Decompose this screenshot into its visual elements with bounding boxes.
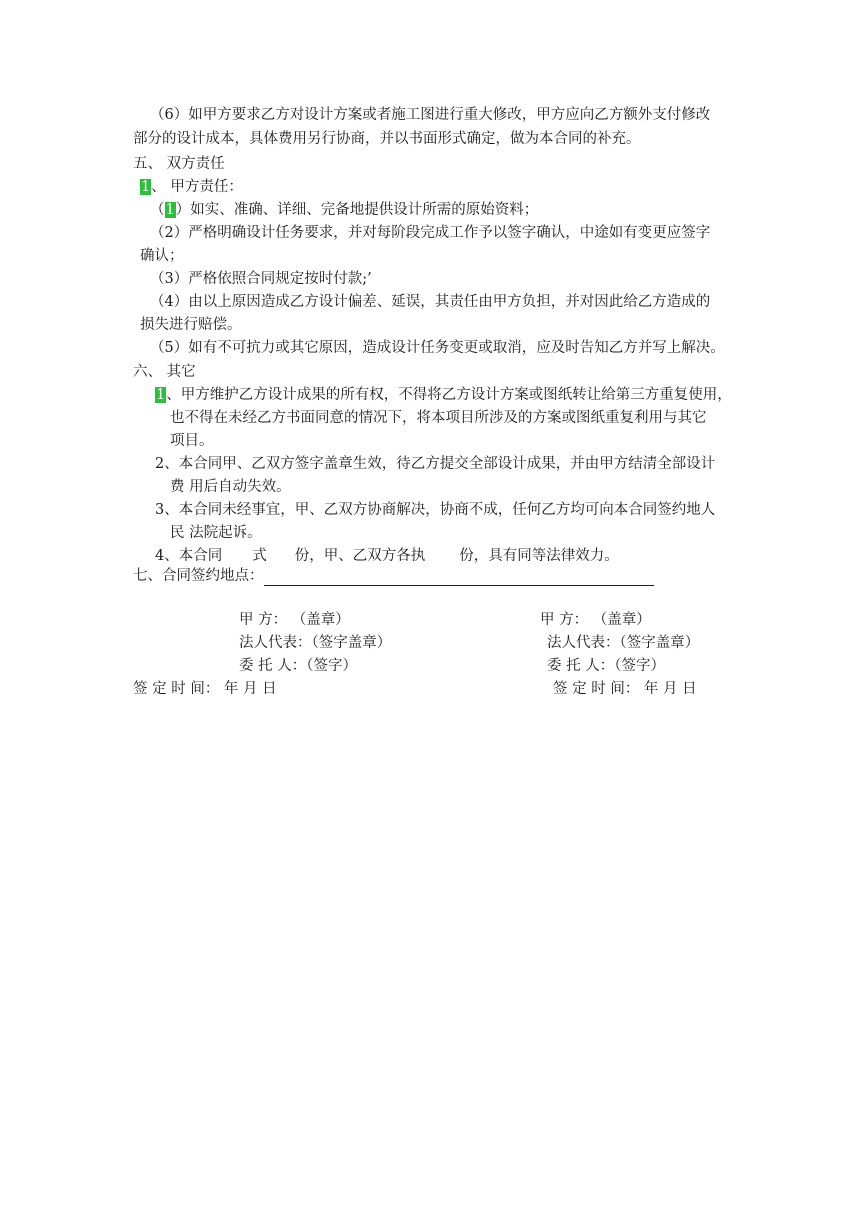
subheading-text: 、 甲方责任： (151, 179, 243, 195)
highlighted-number: 1 (165, 202, 175, 218)
other-clause-1-line-1 (155, 385, 732, 405)
other-clause-4 (155, 546, 619, 566)
party-a-left-seal: 甲 方： （盖章） (239, 612, 350, 628)
signing-place-label: 七、合同签约地点： (133, 568, 264, 584)
section-5-heading: 五、 双方责任 (133, 156, 225, 172)
other-clause-1-text: 、甲方维护乙方设计成果的所有权，不得将乙方设计方案或图纸转让给第三方重复使用， (166, 387, 732, 403)
duty-item-2-line-1: （2）严格明确设计任务要求，并对每阶段完成工作予以签字确认，中途如有变更应签字 (150, 225, 711, 241)
other-clause-1-line-3: 项目。 (170, 433, 214, 449)
agent-left: 委 托 人：（签字） (239, 658, 357, 674)
sign-date-left: 签 定 时 间： 年 月 日 (133, 681, 277, 697)
other-clause-1-line-2: 也不得在未经乙方书面同意的情况下，将本项目所涉及的方案或图纸重复利用与其它 (170, 410, 707, 426)
other-clause-3-line-1: 3、本合同未经事宜，甲、乙双方协商解决，协商不成，任何乙方均可向本合同签约地人 (155, 502, 716, 518)
duty-item-2-line-2: 确认； (140, 248, 184, 264)
duty-item-4-line-1: （4）由以上原因造成乙方设计偏差、延误，其责任由甲方负担，并对因此给乙方造成的 (150, 294, 711, 310)
duty-item-3: （3）严格依照合同规定按时付款;’ (150, 271, 372, 287)
section-5-subheading (140, 177, 243, 197)
clause-4-part-c: 份，甲、乙双方各执 (294, 548, 426, 564)
other-clause-2-line-2: 费 用后自动失效。 (170, 479, 291, 495)
clause-4-part-d: 份，具有同等法律效力。 (459, 548, 619, 564)
paren-open: （ (150, 202, 165, 218)
legal-rep-right: 法人代表：（签字盖章） (547, 635, 700, 651)
other-clause-3-line-2: 民 法院起诉。 (170, 525, 262, 541)
clause-4-part-a: 4、本合同 (155, 548, 223, 564)
duty-item-1 (150, 200, 538, 220)
clause-4-part-b: 式 (252, 548, 267, 564)
duty-item-5: （5）如有不可抗力或其它原因，造成设计任务变更或取消，应及时告知乙方并写上解决。 (150, 340, 725, 356)
agent-right: 委 托 人：（签字） (547, 658, 665, 674)
duty-item-1-text: ）如实、准确、详细、完备地提供设计所需的原始资料； (175, 202, 539, 218)
party-a-right-seal: 甲 方： （盖章） (540, 612, 651, 628)
legal-rep-left: 法人代表：（签字盖章） (239, 635, 392, 651)
signing-place-blank (264, 569, 654, 586)
clause-4-item-6-line-2: 部分的设计成本，具体费用另行协商，并以书面形式确定，做为本合同的补充。 (133, 131, 641, 147)
section-6-heading: 六、 其它 (133, 364, 196, 380)
other-clause-2-line-1: 2、本合同甲、乙双方签字盖章生效，待乙方提交全部设计成果，并由甲方结清全部设计 (155, 456, 716, 472)
duty-item-4-line-2: 损失进行赔偿。 (140, 317, 242, 333)
signing-place-line (133, 566, 654, 586)
clause-4-item-6-line-1: （6）如甲方要求乙方对设计方案或者施工图进行重大修改，甲方应向乙方额外支付修改 (150, 107, 711, 123)
sign-date-right: 签 定 时 间： 年 月 日 (553, 681, 697, 697)
highlighted-number: 1 (156, 387, 166, 403)
highlighted-number: 1 (141, 179, 151, 195)
